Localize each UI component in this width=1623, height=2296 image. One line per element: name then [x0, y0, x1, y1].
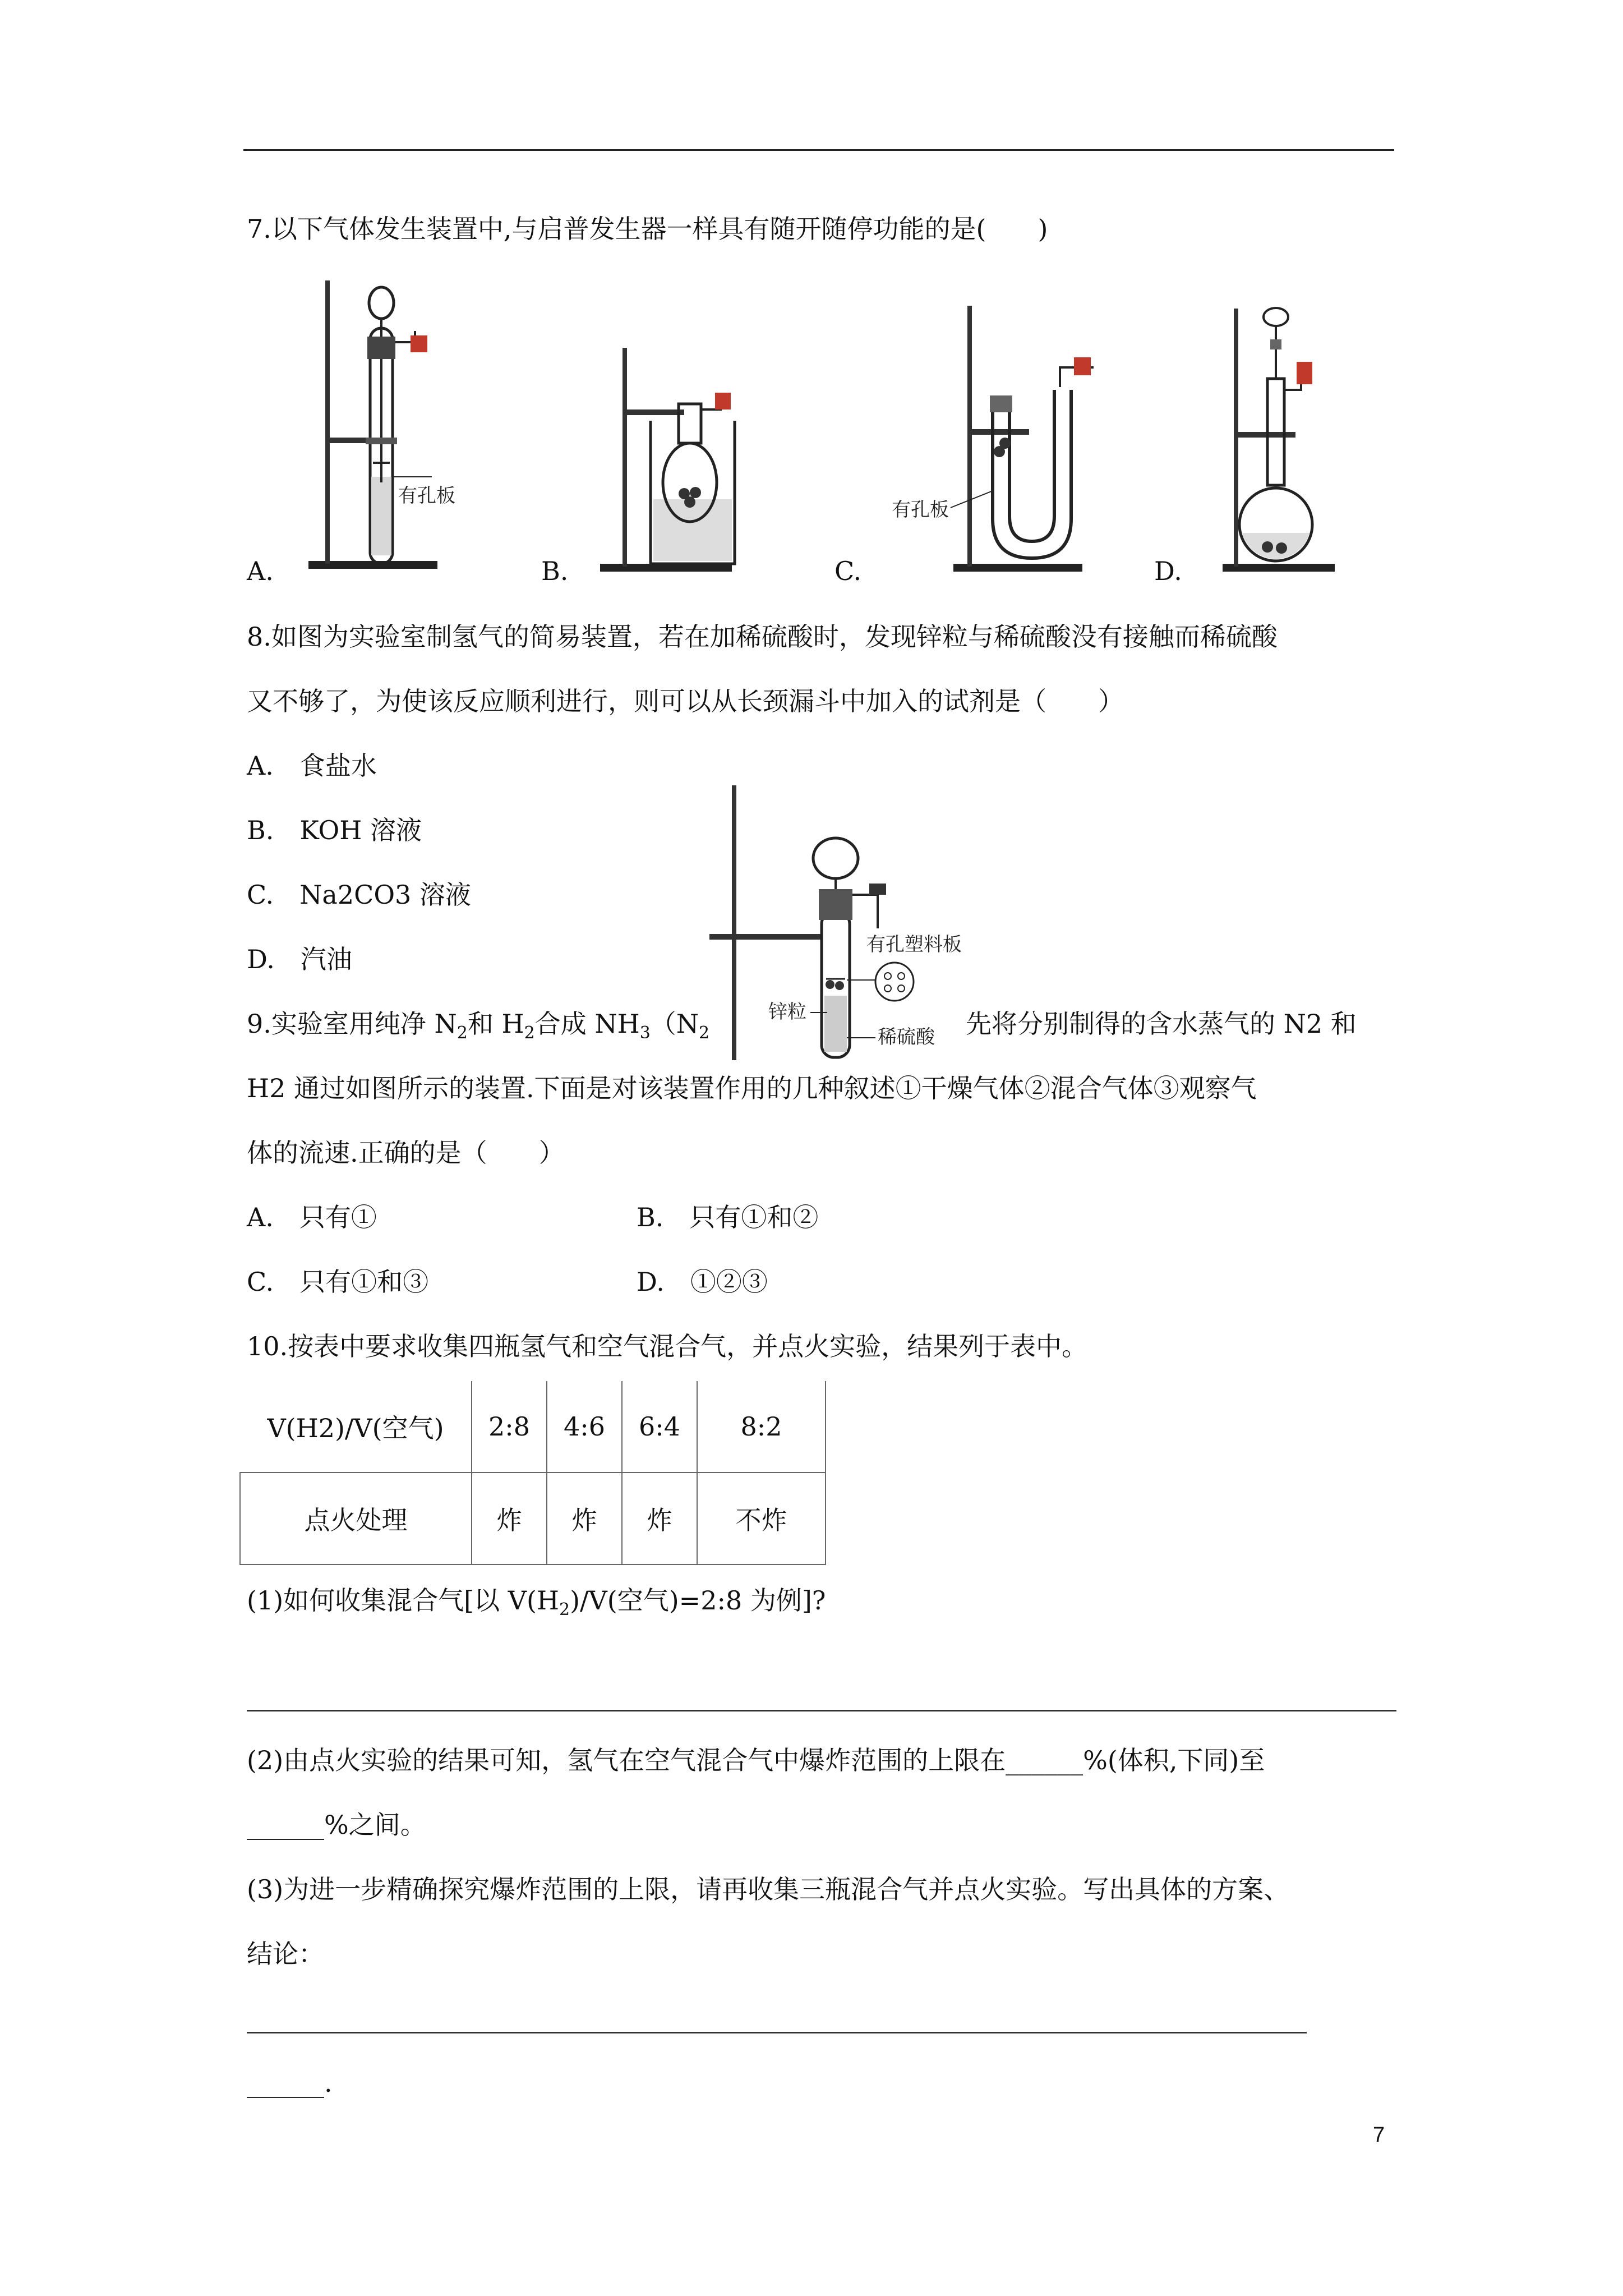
- q9-option-c: C. 只有①和③: [247, 1267, 429, 1297]
- table-cell: 4:6: [547, 1381, 622, 1473]
- q10-table: [239, 1381, 826, 1565]
- answer-line-2[interactable]: [247, 2032, 1307, 2033]
- q10-sub3-line1: (3)为进一步精确探究爆炸范围的上限，请再收集三瓶混合气并点火实验。写出具体的方案、: [247, 1874, 1290, 1904]
- table-cell: 点火处理: [240, 1473, 472, 1565]
- q7-option-d: D.: [1154, 556, 1182, 586]
- q9-option-a: A. 只有①: [247, 1202, 377, 1232]
- q10-stem: 10.按表中要求收集四瓶氢气和空气混合气，并点火实验，结果列于表中。: [247, 1331, 1088, 1361]
- table-row: [240, 1473, 826, 1565]
- table-cell: 炸: [472, 1473, 547, 1565]
- table-cell: 8:2: [697, 1381, 826, 1473]
- apparatus-a-figure: [303, 269, 455, 583]
- table-cell: 炸: [622, 1473, 697, 1565]
- q10-final-blank: ______.: [247, 2068, 333, 2098]
- label-plate: 有孔塑料板: [866, 933, 962, 956]
- q7-stem: 7.以下气体发生装置中,与启普发生器一样具有随开随停功能的是( ): [247, 214, 1048, 244]
- apparatus-d-figure: [1223, 306, 1346, 583]
- q8-stem-line1: 8.如图为实验室制氢气的简易装置，若在加稀硫酸时，发现锌粒与稀硫酸没有接触而稀硫酸: [247, 622, 1278, 652]
- table-row: [240, 1381, 826, 1473]
- q9-line1-right: 先将分别制得的含水蒸气的 N2 和: [966, 1009, 1357, 1039]
- q8-option-d: D. 汽油: [247, 944, 352, 974]
- table-cell: 6:4: [622, 1381, 697, 1473]
- label-a-plate: 有孔板: [398, 485, 455, 507]
- label-zinc: 锌粒: [768, 1001, 806, 1023]
- table-cell: 不炸: [697, 1473, 826, 1565]
- hydrogen-apparatus-figure: [709, 783, 984, 1069]
- q10-sub3-line2: 结论：: [247, 1939, 324, 1969]
- q10-sub1: (1)如何收集混合气[以 $V(H_2)/V$(空气)=2:8 为例]?: [247, 1585, 826, 1620]
- q10-sub2-line1: (2)由点火实验的结果可知，氢气在空气混合气中爆炸范围的上限在______%(体积,下同)至: [247, 1745, 1265, 1775]
- header-rule: [243, 149, 1394, 151]
- q7-option-c: C.: [834, 556, 862, 586]
- apparatus-c-figure: [880, 306, 1116, 583]
- q7-option-b: B.: [541, 556, 569, 586]
- page-number: 7: [1373, 2123, 1385, 2147]
- answer-line-1[interactable]: [247, 1710, 1396, 1711]
- apparatus-b-figure: [600, 348, 740, 583]
- q9-option-b: B. 只有①和②: [637, 1202, 819, 1232]
- q10-sub2-line2: ______%之间。: [247, 1810, 426, 1840]
- label-c-plate: 有孔板: [892, 499, 949, 521]
- q8-option-c: C. Na2CO3 溶液: [247, 880, 471, 910]
- q9-line1-left: 9.实验室用纯净 $N_2$和 $H_2$合成 $NH_3(N_2$: [247, 1009, 710, 1043]
- q8-option-b: B. KOH 溶液: [247, 815, 422, 845]
- q9-option-d: D. ①②③: [637, 1267, 768, 1297]
- table-cell: 炸: [547, 1473, 622, 1565]
- table-cell: V(H2)/V(空气): [240, 1381, 472, 1473]
- label-acid: 稀硫酸: [878, 1026, 935, 1048]
- q9-line2: H2 通过如图所示的装置.下面是对该装置作用的几种叙述①干燥气体②混合气体③观察气: [247, 1073, 1257, 1103]
- q8-option-a: A. 食盐水: [247, 751, 377, 781]
- q8-stem-line2: 又不够了，为使该反应顺利进行，则可以从长颈漏斗中加入的试剂是（ ）: [247, 686, 1124, 716]
- table-cell: 2:8: [472, 1381, 547, 1473]
- q9-line3: 体的流速.正确的是（ ）: [247, 1138, 565, 1168]
- q7-option-a: A.: [247, 556, 274, 586]
